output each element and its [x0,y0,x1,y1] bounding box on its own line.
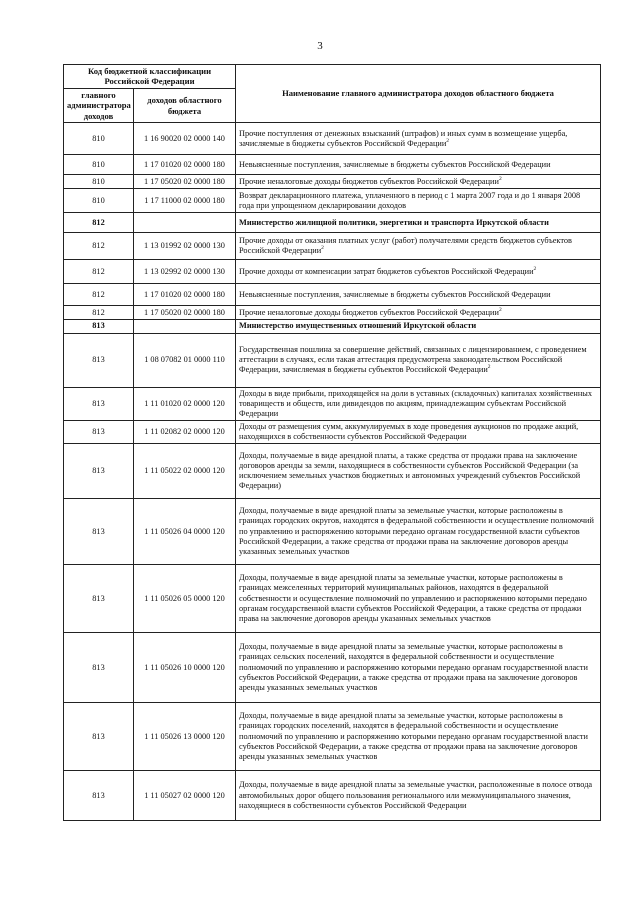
footnote-marker: 2 [321,245,324,252]
revenue-code-cell: 1 13 02992 02 0000 130 [134,260,236,284]
table-row [64,333,601,387]
revenue-name-text: Доходы в виде прибыли, приходящейся на доли в уставных (складочных) капиталах хозяйственных товариществ и обществ, или дивидендов по акциям, принадлежащим субъектам Российской Федерации [239,388,592,418]
revenue-name-text: Невыясненные поступления, зачисляемые в бюджеты субъектов Российской Федерации [239,159,551,169]
table-row [64,633,601,703]
footnote-marker: 2 [487,364,491,371]
revenue-name-cell [236,771,601,821]
table-row [64,306,601,320]
administrator-code-cell: 813 [64,320,134,333]
revenue-code-cell: 1 11 05026 05 0000 120 [134,565,236,633]
footnote-marker: 2 [446,137,450,144]
table-row [64,155,601,175]
administrator-code-cell: 812 [64,306,134,320]
section-row [64,320,601,333]
table-row [64,233,601,260]
administrator-code-cell: 813 [64,444,134,499]
revenue-name-cell [236,175,601,189]
revenue-name-cell [236,213,601,233]
revenue-name-cell [236,260,601,284]
revenue-name-cell [236,565,601,633]
administrator-code-cell: 813 [64,420,134,443]
table-row [64,771,601,821]
revenue-code-cell: 1 11 01020 02 0000 120 [134,387,236,420]
revenue-code-cell: 1 17 05020 02 0000 180 [134,306,236,320]
revenue-code-cell: 1 11 02082 02 0000 120 [134,420,236,443]
revenue-name-text: Доходы, получаемые в виде арендной платы за земельные участки, которые расположены в границах межселенных территорий муниципальных районов, находятся в федеральной собственности и осуществление полномочий по управлению и распоряжению которыми передано органам государственной власти субъектов Российской Федерации, а также средства от продажи права на заключение договоров аренды указанных земельных участков [239,573,587,623]
page-number: 3 [317,40,323,52]
revenue-name-cell [236,333,601,387]
table-row [64,703,601,771]
revenue-name-text: Доходы от размещения сумм, аккумулируемых в ходе проведения аукционов по продаже акций, находящихся в собственности субъектов Российской Федерации [239,421,579,441]
table-body [64,123,601,821]
revenue-code-cell: 1 17 01020 02 0000 180 [134,284,236,306]
revenue-code-cell: 1 11 05026 13 0000 120 [134,703,236,771]
administrator-code-cell: 813 [64,633,134,703]
revenue-name-text: Доходы, получаемые в виде арендной платы за земельные участки, которые расположены в границах городских округов, находятся в федеральной собственности и осуществление полномочий по управлению и распоряжению которыми передано органам государственной власти субъектов Российской Федерации, а также средства от продажи права на заключение договоров аренды указанных земельных участков [239,506,594,556]
revenue-name-text: Возврат декларационного платежа, уплаченного в период с 1 марта 2007 года и до 1 января 2008 года при упрощенном декларировании доходов [239,190,581,210]
revenue-code-cell: 1 17 11000 02 0000 180 [134,189,236,213]
revenue-name-text: Прочие неналоговые доходы бюджетов субъектов Российской Федерации [239,307,499,317]
table-row [64,565,601,633]
revenue-name-cell [236,189,601,213]
administrator-code-cell: 813 [64,499,134,565]
revenue-name-text: Доходы, получаемые в виде арендной платы за земельные участки, которые расположены в границах городских поселений, находятся в федеральной собственности и осуществление полномочий по управлению и распоряжению которыми передано органам государственной власти субъектов Российской Федерации, а также средства от продажи права на заключение договоров аренды указанных земельных участков [239,711,588,761]
administrator-code-cell: 813 [64,771,134,821]
revenue-name-cell [236,284,601,306]
administrator-code-cell: 812 [64,284,134,306]
revenue-name-text: Прочие доходы от оказания платных услуг (работ) получателями средств бюджетов субъектов Российской Федерации [239,236,572,256]
administrator-code-cell: 812 [64,260,134,284]
revenue-code-cell: 1 16 90020 02 0000 140 [134,123,236,155]
budget-classification-table [63,64,601,821]
revenue-name-text: Невыясненные поступления, зачисляемые в бюджеты субъектов Российской Федерации [239,289,551,299]
table-row [64,284,601,306]
administrator-code-cell: 813 [64,333,134,387]
revenue-code-cell: 1 08 07082 01 0000 110 [134,333,236,387]
administrator-code-cell: 810 [64,123,134,155]
section-row [64,213,601,233]
header-chief-administrator: главного администратора доходов [64,88,134,122]
revenue-name-cell [236,320,601,333]
revenue-name-text: Прочие поступления от денежных взысканий (штрафов) и иных сумм в возмещение ущерба, зачисляемые в бюджеты субъектов Российской Федерации [239,128,568,148]
revenue-name-cell [236,123,601,155]
table-row [64,387,601,420]
administrator-code-cell: 810 [64,189,134,213]
administrator-code-cell: 813 [64,387,134,420]
header-budget-code-group: Код бюджетной классификации Российской Федерации [64,65,236,89]
revenue-code-cell: 1 11 05027 02 0000 120 [134,771,236,821]
revenue-name-cell [236,444,601,499]
revenue-name-cell [236,703,601,771]
revenue-name-cell [236,420,601,443]
revenue-name-cell [236,155,601,175]
revenue-code-cell [134,320,236,333]
revenue-name-cell [236,387,601,420]
table-row [64,444,601,499]
administrator-code-cell: 813 [64,565,134,633]
revenue-name-cell [236,499,601,565]
table-row [64,189,601,213]
revenue-code-cell: 1 17 01020 02 0000 180 [134,155,236,175]
table-row [64,499,601,565]
revenue-code-cell: 1 13 01992 02 0000 130 [134,233,236,260]
table-row [64,175,601,189]
revenue-name-cell [236,633,601,703]
revenue-name-text: Государственная пошлина за совершение действий, связанных с лицензированием, с проведением аттестации в случаях, если такая аттестация предусмотрена законодательством Российской Федерации, зачисляемая в бюджеты субъектов Российской Федерации [239,344,587,375]
administrator-code-cell: 812 [64,233,134,260]
revenue-name-text: Прочие доходы от компенсации затрат бюджетов субъектов Российской Федерации [239,266,534,276]
header-administrator-name: Наименование главного администратора доходов областного бюджета [236,65,601,123]
revenue-name-text: Доходы, получаемые в виде арендной платы за земельные участки, расположенные в полосе отвода автомобильных дорог общего пользования регионального или межмуниципального значения, находящиеся в собственности субъектов Российской Федерации [239,780,593,810]
revenue-name-text: Министерство жилищной политики, энергетики и транспорта Иркутской области [239,217,549,227]
footnote-marker: 2 [498,306,502,313]
footnote-marker: 2 [498,175,502,182]
header-revenue-code: доходов областного бюджета [134,88,236,122]
administrator-code-cell: 813 [64,703,134,771]
revenue-name-text: Доходы, получаемые в виде арендной платы за земельные участки, которые расположены в границах сельских поселений, находятся в федеральной собственности и осуществление полномочий по управлению и распоряжению которыми передано органам государственной власти субъектов Российской Федерации, а также средства от продажи права на заключение договоров аренды указанных земельных участков [239,642,588,692]
revenue-code-cell: 1 11 05026 10 0000 120 [134,633,236,703]
revenue-code-cell: 1 11 05026 04 0000 120 [134,499,236,565]
revenue-name-cell [236,306,601,320]
revenue-name-cell [236,233,601,260]
table-row [64,123,601,155]
table-row [64,420,601,443]
revenue-code-cell [134,213,236,233]
footnote-marker: 2 [533,265,537,272]
administrator-code-cell: 810 [64,155,134,175]
revenue-code-cell: 1 11 05022 02 0000 120 [134,444,236,499]
table-row [64,260,601,284]
revenue-name-text: Министерство имущественных отношений Иркутской области [239,321,477,331]
revenue-name-text: Прочие неналоговые доходы бюджетов субъектов Российской Федерации [239,176,499,186]
administrator-code-cell: 812 [64,213,134,233]
revenue-name-text: Доходы, получаемые в виде арендной платы, а также средства от продажи права на заключение договоров аренды за земли, находящиеся в собственности субъектов Российской Федерации (за исключением земельных участков бюджетных и автономных учреждений субъектов Российской Федерации) [239,450,581,491]
administrator-code-cell: 810 [64,175,134,189]
revenue-code-cell: 1 17 05020 02 0000 180 [134,175,236,189]
